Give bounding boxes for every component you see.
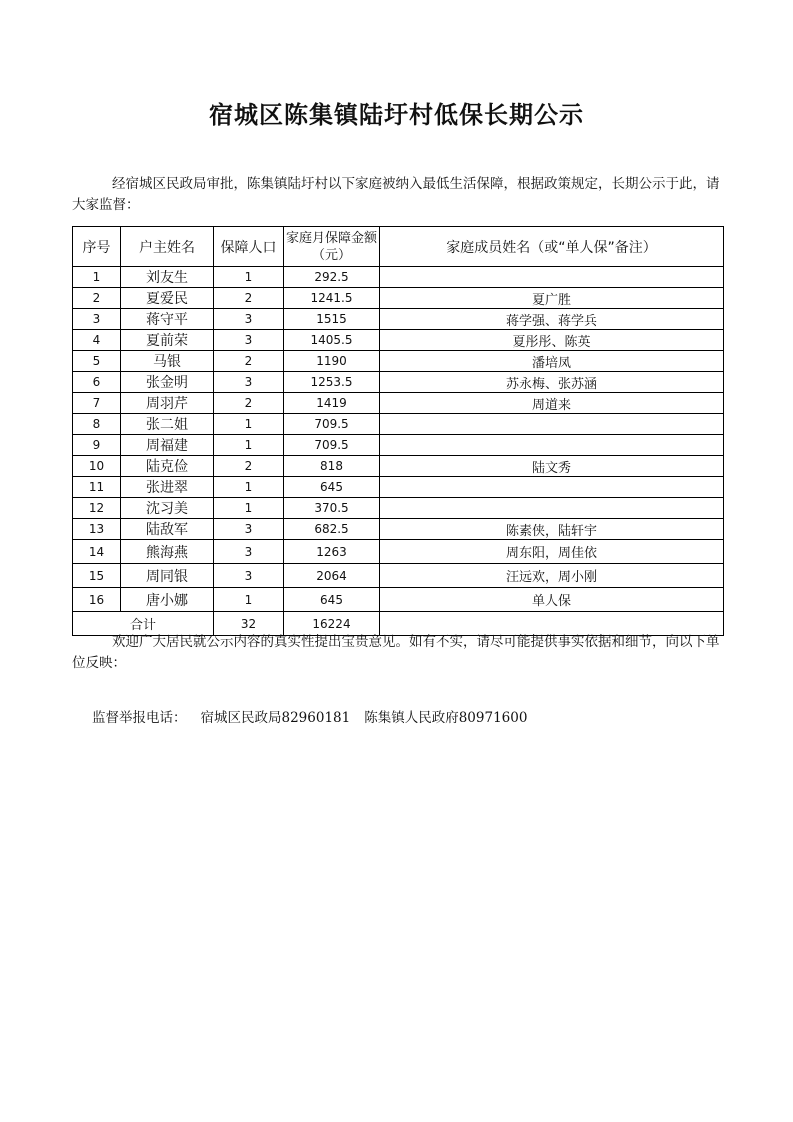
cell-members [380, 477, 724, 498]
contact-town-government: 陈集镇人民政府80971600 [364, 710, 528, 726]
cell-members: 夏彤彤、陈英 [380, 330, 724, 351]
cell-name: 沈习美 [121, 498, 214, 519]
cell-amount: 682.5 [284, 519, 380, 540]
cell-persons: 1 [214, 414, 284, 435]
table-row [73, 456, 724, 477]
total-label: 合计 [73, 612, 214, 636]
cell-name: 张进翠 [121, 477, 214, 498]
header-members: 家庭成员姓名（或“单人保”备注） [380, 227, 724, 267]
cell-seq: 2 [73, 288, 121, 309]
cell-amount: 1190 [284, 351, 380, 372]
cell-seq: 3 [73, 309, 121, 330]
cell-members [380, 435, 724, 456]
cell-name: 蒋守平 [121, 309, 214, 330]
cell-name: 唐小娜 [121, 588, 214, 612]
table-body [73, 267, 724, 636]
cell-seq: 4 [73, 330, 121, 351]
cell-members: 周东阳，周佳依 [380, 540, 724, 564]
total-persons: 32 [214, 612, 284, 636]
table-row [73, 435, 724, 456]
cell-amount: 709.5 [284, 435, 380, 456]
cell-persons: 2 [214, 351, 284, 372]
cell-seq: 14 [73, 540, 121, 564]
cell-name: 陆克俭 [121, 456, 214, 477]
cell-seq: 12 [73, 498, 121, 519]
cell-seq: 5 [73, 351, 121, 372]
cell-seq: 6 [73, 372, 121, 393]
table-row [73, 351, 724, 372]
cell-amount: 370.5 [284, 498, 380, 519]
cell-seq: 8 [73, 414, 121, 435]
cell-members: 蒋学强、蒋学兵 [380, 309, 724, 330]
feedback-paragraph: 欢迎广大居民就公示内容的真实性提出宝贵意见。如有不实，请尽可能提供事实依据和细节，向以下单位反映： [72, 634, 720, 671]
cell-name: 马银 [121, 351, 214, 372]
cell-members: 汪远欢，周小刚 [380, 564, 724, 588]
cell-amount: 1405.5 [284, 330, 380, 351]
cell-persons: 3 [214, 564, 284, 588]
header-name: 户主姓名 [121, 227, 214, 267]
cell-persons: 2 [214, 288, 284, 309]
cell-name: 周羽芹 [121, 393, 214, 414]
cell-name: 周福建 [121, 435, 214, 456]
cell-amount: 1241.5 [284, 288, 380, 309]
header-seq: 序号 [73, 227, 121, 267]
contact-label: 监督举报电话： [92, 710, 187, 726]
table-row [73, 309, 724, 330]
cell-persons: 1 [214, 588, 284, 612]
cell-amount: 818 [284, 456, 380, 477]
cell-name: 陆敌军 [121, 519, 214, 540]
cell-seq: 16 [73, 588, 121, 612]
cell-seq: 15 [73, 564, 121, 588]
table-row [73, 267, 724, 288]
table-row [73, 393, 724, 414]
cell-members: 单人保 [380, 588, 724, 612]
cell-seq: 10 [73, 456, 121, 477]
cell-persons: 1 [214, 498, 284, 519]
cell-seq: 13 [73, 519, 121, 540]
cell-members [380, 498, 724, 519]
cell-persons: 3 [214, 540, 284, 564]
table-row [73, 498, 724, 519]
cell-persons: 2 [214, 456, 284, 477]
cell-members: 陈素侠，陆轩宇 [380, 519, 724, 540]
table-row [73, 372, 724, 393]
table-row [73, 330, 724, 351]
cell-name: 张二姐 [121, 414, 214, 435]
cell-members [380, 267, 724, 288]
cell-persons: 1 [214, 477, 284, 498]
cell-name: 张金明 [121, 372, 214, 393]
cell-seq: 7 [73, 393, 121, 414]
table-row [73, 414, 724, 435]
cell-persons: 2 [214, 393, 284, 414]
cell-amount: 709.5 [284, 414, 380, 435]
cell-seq: 1 [73, 267, 121, 288]
cell-persons: 1 [214, 435, 284, 456]
cell-name: 熊海燕 [121, 540, 214, 564]
cell-amount: 1253.5 [284, 372, 380, 393]
cell-amount: 1263 [284, 540, 380, 564]
cell-amount: 645 [284, 477, 380, 498]
header-persons: 保障人口 [214, 227, 284, 267]
cell-name: 夏前荣 [121, 330, 214, 351]
table-header-row [73, 227, 724, 267]
cell-members: 周道来 [380, 393, 724, 414]
cell-members [380, 414, 724, 435]
cell-amount: 1515 [284, 309, 380, 330]
cell-amount: 2064 [284, 564, 380, 588]
document-title: 宿城区陈集镇陆圩村低保长期公示 [209, 100, 584, 129]
table-row [73, 540, 724, 564]
cell-persons: 3 [214, 330, 284, 351]
table-row [73, 588, 724, 612]
table-row [73, 519, 724, 540]
cell-persons: 1 [214, 267, 284, 288]
cell-amount: 1419 [284, 393, 380, 414]
cell-name: 刘友生 [121, 267, 214, 288]
cell-members: 陆文秀 [380, 456, 724, 477]
contact-civil-affairs: 宿城区民政局82960181 [200, 710, 351, 726]
intro-paragraph: 经宿城区民政局审批，陈集镇陆圩村以下家庭被纳入最低生活保障，根据政策规定，长期公示于此，请大家监督： [72, 176, 720, 213]
cell-persons: 3 [214, 519, 284, 540]
cell-seq: 11 [73, 477, 121, 498]
cell-members: 潘培凤 [380, 351, 724, 372]
cell-persons: 3 [214, 372, 284, 393]
cell-persons: 3 [214, 309, 284, 330]
cell-members: 苏永梅、张苏涵 [380, 372, 724, 393]
total-amount: 16224 [284, 612, 380, 636]
cell-name: 周同银 [121, 564, 214, 588]
cell-members: 夏广胜 [380, 288, 724, 309]
table-row [73, 477, 724, 498]
subsidy-table [72, 226, 724, 636]
cell-amount: 292.5 [284, 267, 380, 288]
cell-amount: 645 [284, 588, 380, 612]
table-row [73, 564, 724, 588]
contact-line [92, 706, 541, 726]
cell-name: 夏爱民 [121, 288, 214, 309]
cell-seq: 9 [73, 435, 121, 456]
table-row [73, 288, 724, 309]
header-amount: 家庭月保障金额（元） [284, 227, 380, 267]
